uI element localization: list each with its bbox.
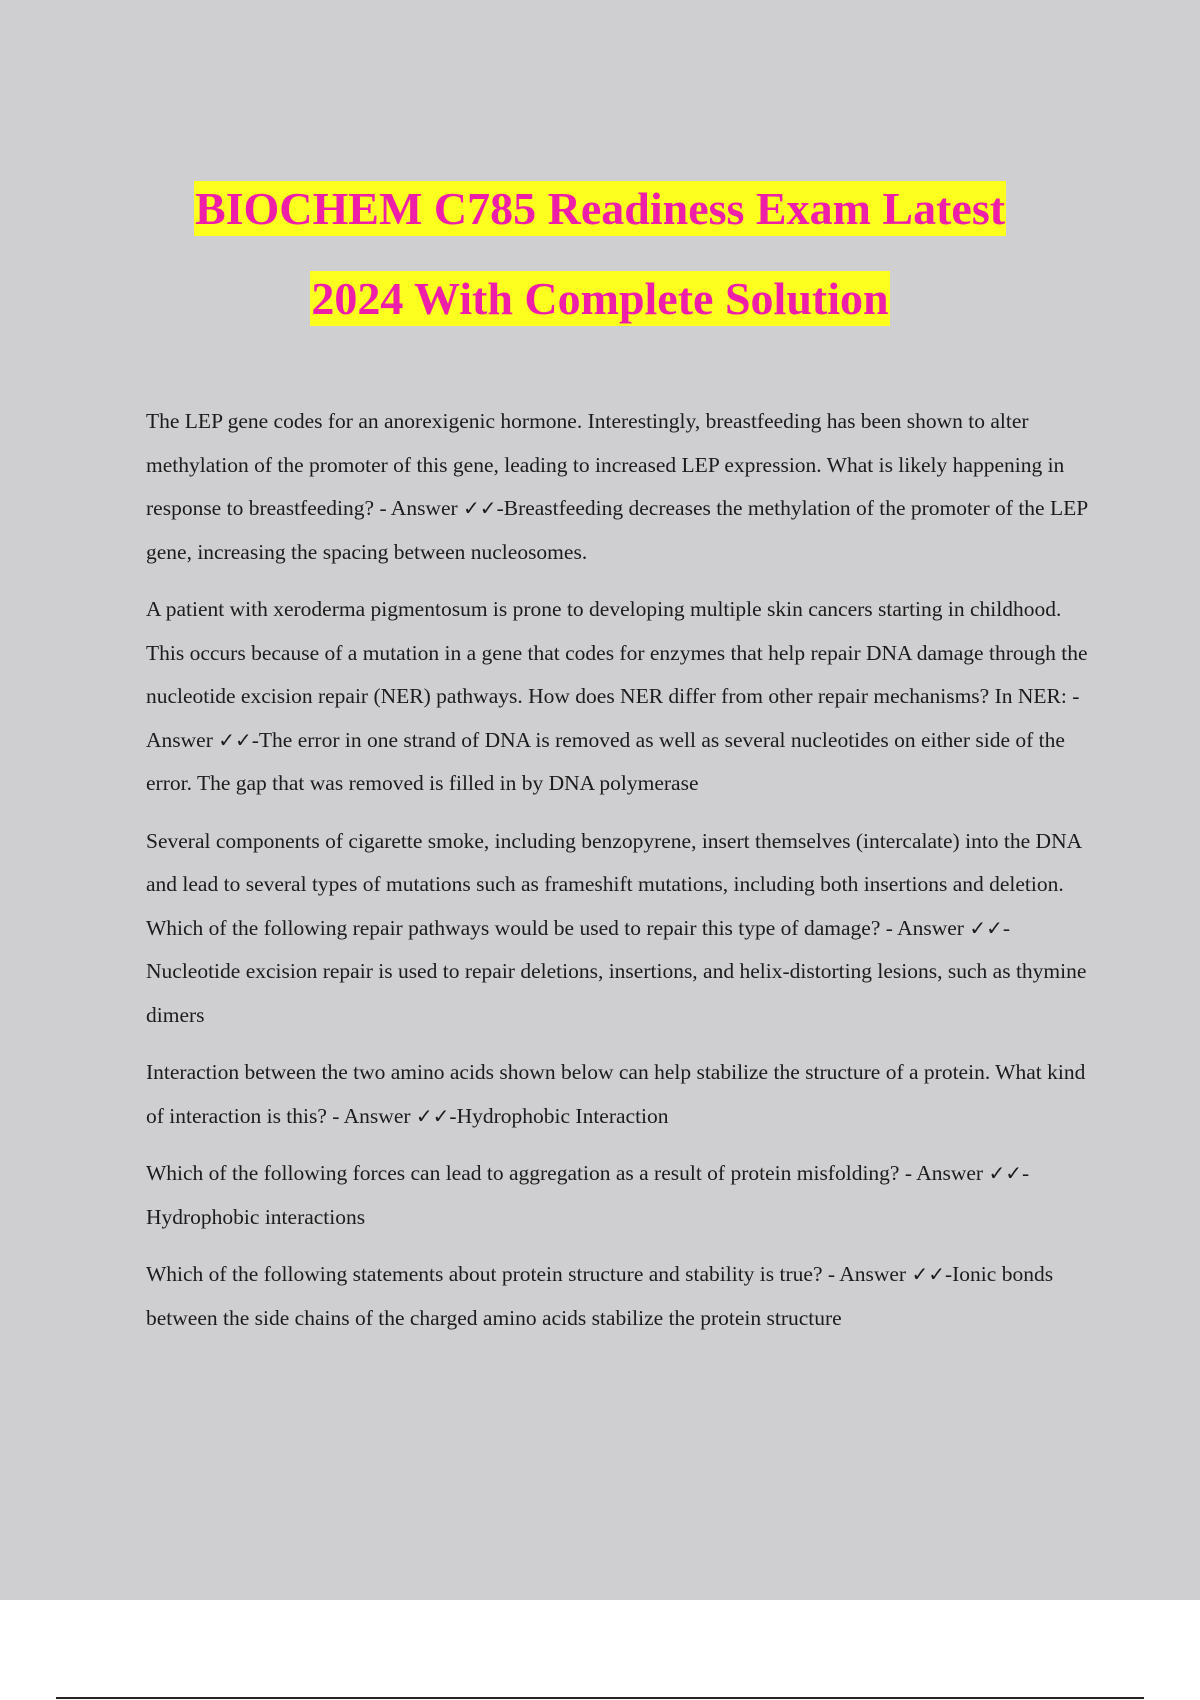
answer-text: -Ionic bonds between the side chains of the charged amino acids stabilize the protein structure [146,1262,1054,1330]
check-mark-icon: ✓✓ [969,915,1003,940]
title-line-2: 2024 With Complete Solution [311,273,889,324]
qa-item [146,1051,1092,1138]
answer-text: -Hydrophobic interactions [146,1161,1030,1229]
check-mark-icon: ✓✓ [415,1103,450,1128]
qa-item [146,1253,1092,1340]
answer-label: - Answer [899,1161,989,1185]
qa-item [146,588,1092,806]
qa-item [146,1152,1092,1239]
check-mark-icon: ✓✓ [988,1161,1022,1185]
question-text: The LEP gene codes for an anorexigenic hormone. Interestingly, breastfeeding has been shown to alter methylation of the promoter of this gene, leading to increased LEP expression. What is likely happening in response to breastfeeding? [146,409,1065,520]
qa-item [146,400,1092,574]
answer-label: - Answer [822,1262,912,1286]
answer-text: -Hydrophobic Interaction [449,1103,669,1128]
check-mark-icon: ✓✓ [911,1262,945,1286]
answer-label: - Answer [374,496,464,520]
question-text: Several components of cigarette smoke, including benzopyrene, insert themselves (intercalate) into the DNA and lead to several types of mutations such as frameshift mutations, including both insertions and deletion. Which of the following repair pathways would be used to repair this type of damage? [146,828,1081,940]
answer-label: - Answer [146,684,1080,752]
document-title [0,164,1200,344]
question-text: A patient with xeroderma pigmentosum is prone to developing multiple skin cancers starting in childhood. This occurs because of a mutation in a gene that codes for enzymes that help repair DNA damage through the nucleotide excision repair (NER) pathways. How does NER differ from other repair mechanisms? In NER: [146,597,1088,708]
title-line-1: BIOCHEM C785 Readiness Exam Latest [194,183,1006,234]
qa-item [146,820,1092,1038]
qa-list [146,400,1092,1354]
question-text: Which of the following statements about protein structure and stability is true? [146,1262,823,1286]
answer-text: -The error in one strand of DNA is removed as well as several nucleotides on either side of the error. The gap that was removed is filled in by DNA polymerase [146,727,1065,795]
answer-text: -Nucleotide excision repair is used to repair deletions, insertions, and helix-distorting lesions, such as thymine dimers [146,915,1087,1027]
check-mark-icon: ✓✓ [463,496,497,520]
answer-label: - Answer [880,915,970,940]
question-text: Which of the following forces can lead to aggregation as a result of protein misfolding? [146,1161,900,1185]
answer-label: - Answer [326,1103,416,1128]
footer-divider [56,1697,1144,1699]
question-text: Interaction between the two amino acids shown below can help stabilize the structure of a protein. What kind of interaction is this? [146,1060,1086,1128]
answer-text: -Breastfeeding decreases the methylation of the promoter of the LEP gene, increasing the spacing between nucleosomes. [146,496,1088,564]
check-mark-icon: ✓✓ [218,727,252,752]
